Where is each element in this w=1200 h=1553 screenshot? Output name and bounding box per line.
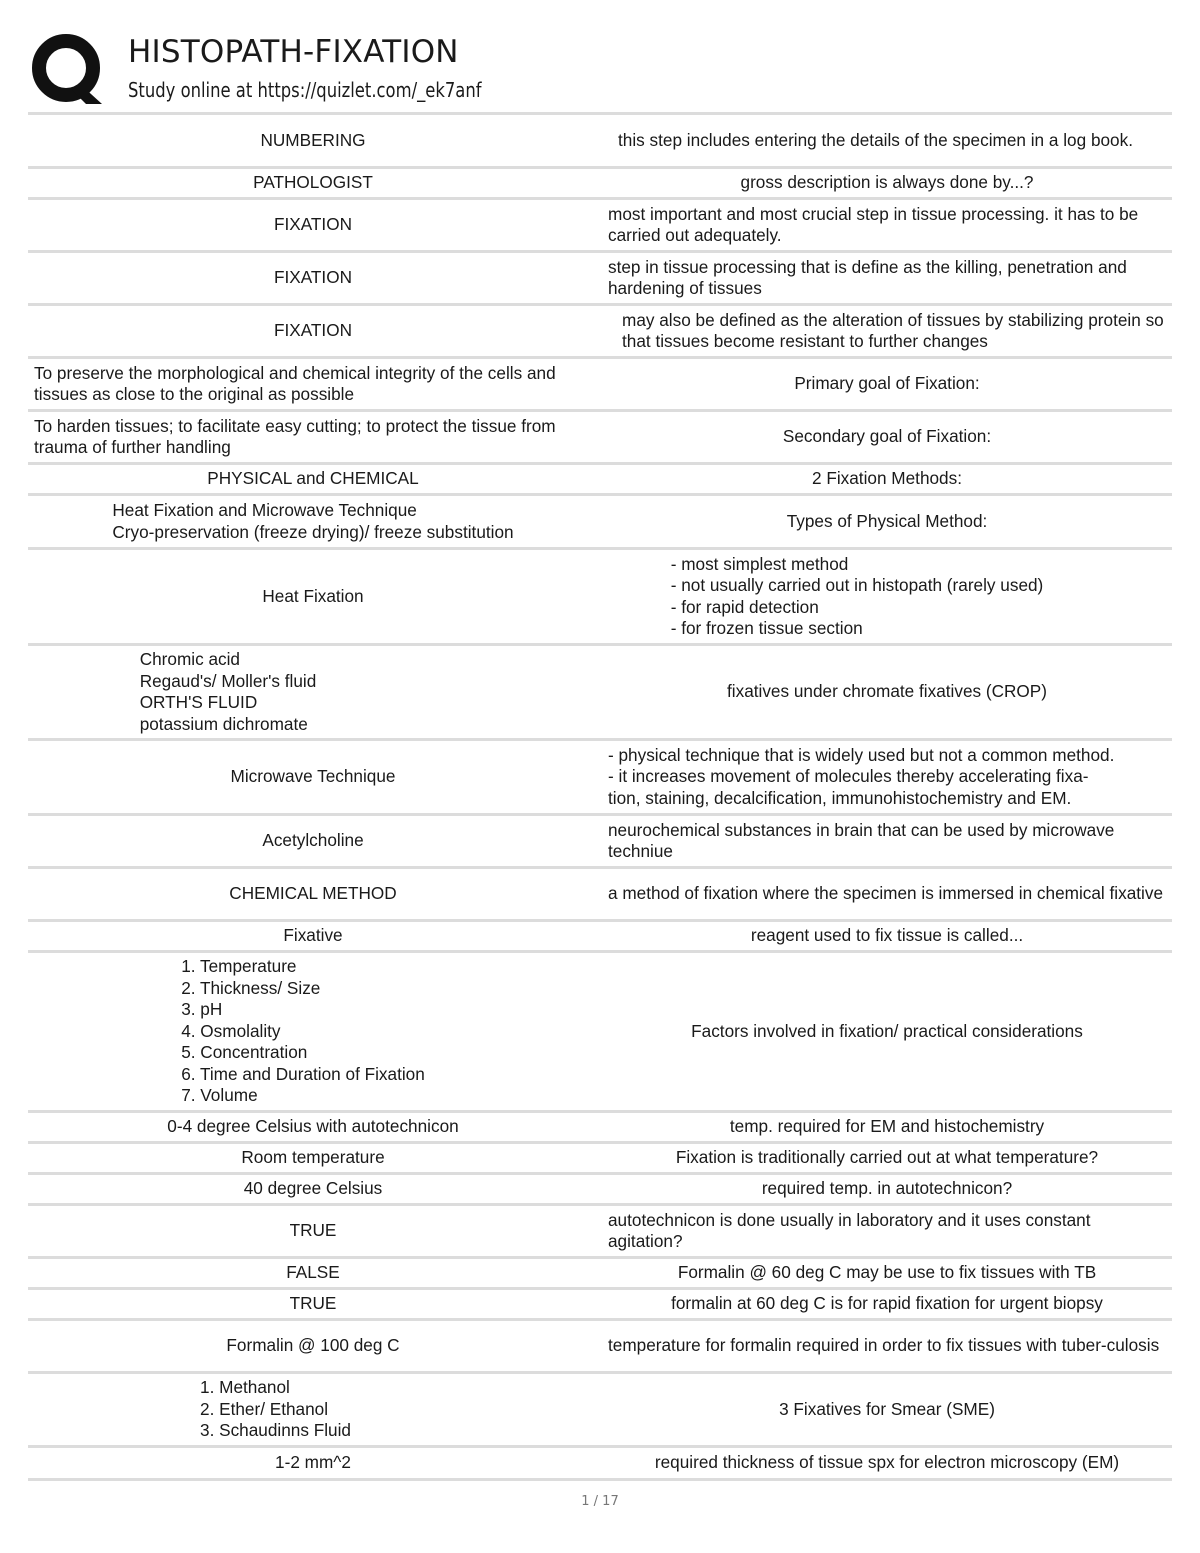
table-row xyxy=(28,645,1172,740)
term-cell: CHEMICAL METHOD xyxy=(28,868,598,921)
quizlet-logo-icon xyxy=(28,28,108,108)
definition-cell: Factors involved in fixation/ practical considerations xyxy=(602,952,1172,1112)
table-row xyxy=(28,1258,1172,1289)
term-cell: TRUE xyxy=(28,1289,598,1320)
term-cell: FIXATION xyxy=(28,305,598,358)
table-row xyxy=(28,199,1172,252)
term-cell: Acetylcholine xyxy=(28,815,598,868)
table-row xyxy=(28,252,1172,305)
definition-cell: neurochemical substances in brain that can be used by microwave techniue xyxy=(602,815,1172,868)
term-cell: PHYSICAL and CHEMICAL xyxy=(28,464,598,495)
table-row xyxy=(28,1174,1172,1205)
term-cell: 1. Temperature 2. Thickness/ Size 3. pH 4. Osmolality 5. Concentration 6. Time and Duration of Fixation 7. Volume xyxy=(181,956,425,1106)
term-cell: Room temperature xyxy=(28,1143,598,1174)
table-row xyxy=(28,1112,1172,1143)
table-row xyxy=(28,1320,1172,1373)
definition-cell: Secondary goal of Fixation: xyxy=(602,411,1172,464)
table-row xyxy=(28,305,1172,358)
definition-cell: 3 Fixatives for Smear (SME) xyxy=(602,1373,1172,1447)
term-cell: 1. Methanol 2. Ether/ Ethanol 3. Schaudinns Fluid xyxy=(200,1377,351,1441)
definition-cell: step in tissue processing that is define as the killing, penetration and hardening of tissues xyxy=(602,252,1172,305)
definition-cell: required temp. in autotechnicon? xyxy=(602,1174,1172,1205)
definition-cell: required thickness of tissue spx for electron microscopy (EM) xyxy=(602,1447,1172,1480)
definition-cell: autotechnicon is done usually in laboratory and it uses constant agitation? xyxy=(602,1205,1172,1258)
definition-cell: fixatives under chromate fixatives (CROP) xyxy=(602,645,1172,740)
definition-cell: gross description is always done by...? xyxy=(602,168,1172,199)
page-title: HISTOPATH-FIXATION xyxy=(128,34,459,70)
table-row xyxy=(28,921,1172,952)
table-row xyxy=(28,495,1172,549)
term-cell: 0-4 degree Celsius with autotechnicon xyxy=(28,1112,598,1143)
definition-cell: - physical technique that is widely used but not a common method. - it increases movement of molecules thereby accelerating fixa- tion, staining, decalcification, immunohistochemistry and EM. xyxy=(602,740,1172,815)
table-row xyxy=(28,114,1172,168)
definition-cell: temp. required for EM and histochemistry xyxy=(602,1112,1172,1143)
term-cell: FIXATION xyxy=(28,199,598,252)
table-row xyxy=(28,740,1172,815)
table-row xyxy=(28,952,1172,1112)
definition-cell: Formalin @ 60 deg C may be use to fix tissues with TB xyxy=(602,1258,1172,1289)
table-row xyxy=(28,1143,1172,1174)
definition-cell: most important and most crucial step in tissue processing. it has to be carried out adequately. xyxy=(602,199,1172,252)
term-cell: To harden tissues; to facilitate easy cutting; to protect the tissue from trauma of further handling xyxy=(28,411,598,464)
table-row xyxy=(28,1373,1172,1447)
table-row xyxy=(28,411,1172,464)
definition-cell: may also be defined as the alteration of tissues by stabilizing protein so that tissues become resistant to further changes xyxy=(602,305,1172,358)
definition-cell: a method of fixation where the specimen is immersed in chemical fixative xyxy=(602,868,1172,921)
table-row xyxy=(28,868,1172,921)
table-row xyxy=(28,1205,1172,1258)
term-cell: Chromic acid Regaud's/ Moller's fluid ORTH'S FLUID potassium dichromate xyxy=(139,649,317,734)
definition-cell: 2 Fixation Methods: xyxy=(602,464,1172,495)
term-cell: NUMBERING xyxy=(28,114,598,168)
table-row xyxy=(28,549,1172,645)
term-cell: FALSE xyxy=(28,1258,598,1289)
term-cell: 40 degree Celsius xyxy=(28,1174,598,1205)
definition-cell: this step includes entering the details of the specimen in a log book. xyxy=(602,114,1172,168)
table-row xyxy=(28,358,1172,411)
term-cell: 1-2 mm^2 xyxy=(28,1447,598,1480)
table-row xyxy=(28,464,1172,495)
flashcard-table xyxy=(28,112,1172,1481)
table-row xyxy=(28,1447,1172,1480)
definition-cell: temperature for formalin required in order to fix tissues with tuber-culosis xyxy=(602,1320,1172,1373)
table-row xyxy=(28,815,1172,868)
term-cell: Formalin @ 100 deg C xyxy=(28,1320,598,1373)
definition-cell: Fixation is traditionally carried out at what temperature? xyxy=(602,1143,1172,1174)
term-cell: Heat Fixation and Microwave Technique Cryo-preservation (freeze drying)/ freeze substitution xyxy=(112,500,514,542)
table-row xyxy=(28,168,1172,199)
definition-cell: Types of Physical Method: xyxy=(602,495,1172,549)
term-cell: PATHOLOGIST xyxy=(28,168,598,199)
term-cell: Microwave Technique xyxy=(28,740,598,815)
term-cell: Fixative xyxy=(28,921,598,952)
page-number: 1 / 17 xyxy=(581,1494,619,1509)
study-link-text: Study online at https://quizlet.com/_ek7anf xyxy=(128,78,482,102)
term-cell: TRUE xyxy=(28,1205,598,1258)
definition-cell: Primary goal of Fixation: xyxy=(602,358,1172,411)
page-header xyxy=(28,28,1178,108)
definition-cell: - most simplest method - not usually carried out in histopath (rarely used) - for rapid detection - for frozen tissue section xyxy=(670,553,1044,638)
definition-cell: reagent used to fix tissue is called... xyxy=(602,921,1172,952)
term-cell: FIXATION xyxy=(28,252,598,305)
term-cell: Heat Fixation xyxy=(28,549,598,645)
term-cell: To preserve the morphological and chemical integrity of the cells and tissues as close to the original as possible xyxy=(28,358,598,411)
definition-cell: formalin at 60 deg C is for rapid fixation for urgent biopsy xyxy=(602,1289,1172,1320)
table-row xyxy=(28,1289,1172,1320)
